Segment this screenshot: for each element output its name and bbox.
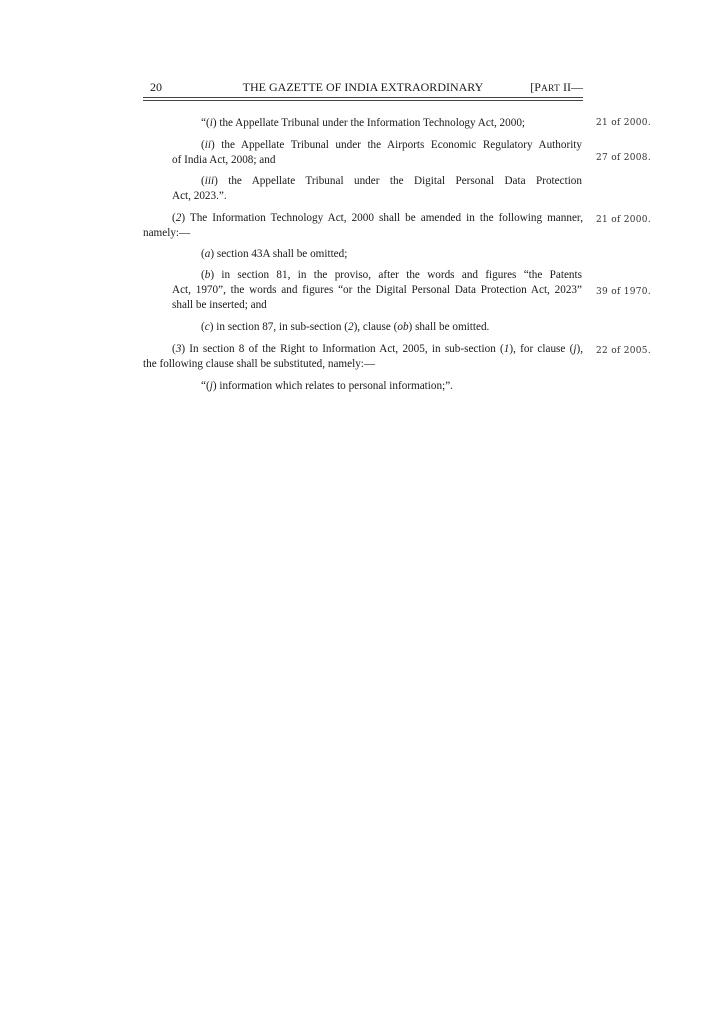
header-rule-top bbox=[143, 97, 583, 98]
item-c: (c) in section 87, in sub-section (2), clause (ob) shall be omitted. bbox=[201, 321, 490, 333]
item-a: (a) section 43A shall be omitted; bbox=[201, 248, 348, 260]
clause-iii: (iii) the Appellate Tribunal under the Digital Personal Data Protection Act, 2023.”. bbox=[172, 175, 582, 202]
running-header bbox=[143, 80, 583, 96]
sub-section-3: (3) In section 8 of the Right to Information Act, 2005, in sub-section (1), for clause (j), the following clause shall be substituted, namely:— bbox=[143, 343, 583, 370]
margin-note-2: 27 of 2008. bbox=[596, 153, 651, 163]
clause-i: “(i) the Appellate Tribunal under the Information Technology Act, 2000; bbox=[201, 117, 526, 129]
item-b: (b) in section 81, in the proviso, after the words and figures “the Patents Act, 1970”, the words and figures “or the Digital Personal Data Protection Act, 2023” shall be inserted; and bbox=[172, 269, 582, 311]
margin-note-3: 21 of 2000. bbox=[596, 215, 651, 225]
sub-section-2: (2) The Information Technology Act, 2000 shall be amended in the following manner, namely:— bbox=[143, 212, 583, 239]
margin-note-1: 21 of 2000. bbox=[596, 118, 651, 128]
margin-note-4: 39 of 1970. bbox=[596, 287, 651, 297]
margin-note-5: 22 of 2005. bbox=[596, 346, 651, 356]
header-rule-bottom bbox=[143, 100, 583, 101]
gazette-title: THE GAZETTE OF INDIA EXTRAORDINARY bbox=[242, 80, 484, 94]
clause-j: “(j) information which relates to personal information;”. bbox=[201, 380, 453, 392]
page-number: 20 bbox=[150, 80, 162, 94]
part-label: [PART II— bbox=[530, 80, 583, 94]
clause-ii: (ii) the Appellate Tribunal under the Airports Economic Regulatory Authority of India Act, 2008; and bbox=[172, 139, 582, 166]
